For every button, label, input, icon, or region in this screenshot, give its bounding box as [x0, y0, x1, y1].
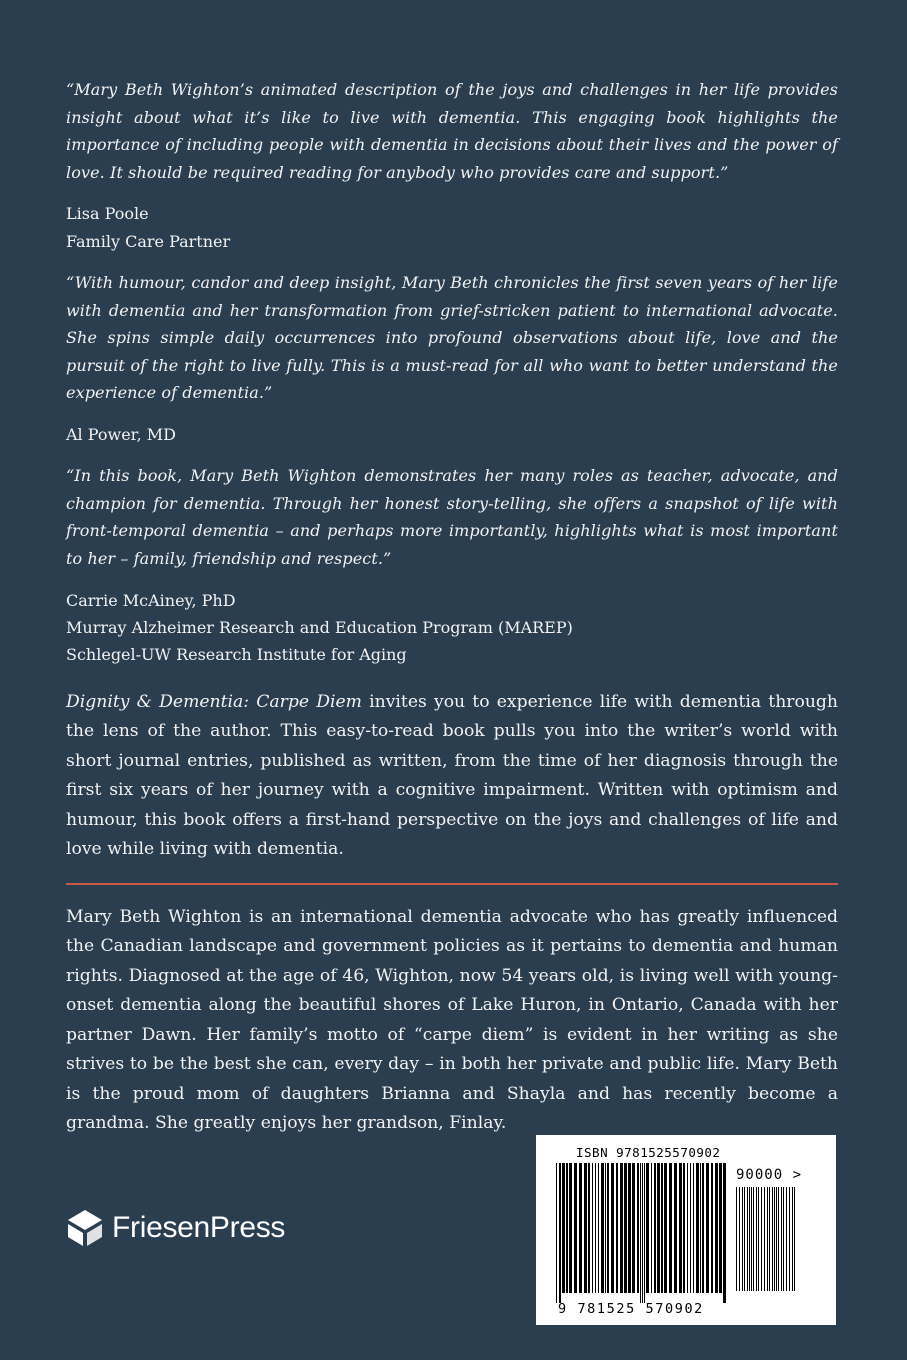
barcode-bar	[640, 1163, 641, 1303]
barcode-bar	[767, 1187, 768, 1291]
attribution-role: Family Care Partner	[66, 231, 231, 251]
barcode-bar	[674, 1163, 677, 1293]
attribution-name: Al Power, MD	[66, 424, 176, 444]
barcode-bar	[588, 1163, 590, 1293]
barcode-bar	[747, 1187, 748, 1291]
author-bio: Mary Beth Wighton is an international dementia advocate who has greatly influenced the Canadian landscape and government policies as it pertains to dementia and human rights. Diagnosed at the age of 46, Wighton, now 54 years old, is living well with young-onset dementia along the beautiful shores of Lake Huron, in Ontario, Canada with her partner Dawn. Her family’s motto of “carpe diem” is evident in her writing as she strives to be the best she can, every day – in both her private and public life. Mary Beth is the proud mom of daughters Brianna and Shayla and has recently become a grandma. She greatly enjoys her grandson, Finlay.	[66, 906, 838, 1133]
barcode-bar	[711, 1163, 713, 1293]
barcode-bar	[579, 1163, 582, 1293]
barcode-bar	[562, 1163, 565, 1293]
barcode-bar	[595, 1163, 596, 1293]
barcode-bar	[620, 1163, 623, 1293]
barcode-bars	[556, 1163, 728, 1303]
book-title: Dignity & Dementia: Carpe Diem	[66, 691, 362, 712]
barcode-bar	[742, 1187, 743, 1291]
barcode-bar	[569, 1163, 572, 1293]
barcode-bar	[783, 1187, 784, 1291]
barcode-digits: 9 781525 570902	[558, 1301, 704, 1317]
addon-barcode-bars	[736, 1187, 798, 1301]
barcode-bar	[700, 1163, 701, 1293]
barcode-bar	[616, 1163, 618, 1293]
back-cover-content	[66, 76, 838, 1139]
barcode-bar	[632, 1163, 635, 1293]
barcode-bar	[789, 1187, 790, 1291]
barcode-bar	[683, 1163, 685, 1293]
publisher-name: FriesenPress	[112, 1211, 286, 1244]
barcode-bar	[646, 1163, 649, 1293]
barcode-bar	[719, 1163, 722, 1293]
testimonial-attribution-2	[66, 421, 838, 448]
publisher-logo	[66, 1208, 285, 1248]
divider-rule	[66, 883, 838, 885]
barcode-bar	[706, 1163, 709, 1293]
description-text: invites you to experience life with dementia through the lens of the author. This easy-to-read book pulls you into the writer’s world with short journal entries, published as written, from the time of her diagnosis through the first six years of her journey with a cognitive impairment. Written with optimism and humour, this book offers a first-hand perspective on the joys and challenges of life and love while living with dementia.	[66, 691, 838, 859]
testimonial-attribution-1	[66, 200, 838, 255]
barcode-bar	[669, 1163, 672, 1293]
barcode-bar	[598, 1163, 599, 1293]
barcode-bar	[566, 1163, 568, 1293]
barcode-bar	[651, 1163, 652, 1293]
barcode-bar	[644, 1163, 645, 1303]
barcode-bar	[736, 1187, 737, 1291]
barcode-bar	[753, 1187, 754, 1291]
isbn-label: ISBN 9781525570902	[576, 1145, 721, 1160]
barcode-bar	[758, 1187, 759, 1291]
barcode-bar	[792, 1187, 793, 1291]
barcode-bar	[605, 1163, 606, 1293]
barcode-bar	[559, 1163, 561, 1303]
barcode-bar	[584, 1163, 587, 1293]
attribution-name: Carrie McAiney, PhD	[66, 590, 236, 610]
attribution-name: Lisa Poole	[66, 204, 149, 224]
barcode-bar	[654, 1163, 656, 1293]
barcode-bar	[778, 1187, 779, 1291]
barcode-bar	[592, 1163, 593, 1293]
barcode-bar	[794, 1187, 795, 1291]
barcode-bar	[756, 1187, 757, 1291]
testimonial-quote-2: “With humour, candor and deep insight, Mary Beth chronicles the first seven years of her life with dementia and her transformation from grief-stricken patient to international advocate. She spins simple daily occurrences into profound observations about life, love and the pursuit of the right to live fully. This is a must-read for all who want to better understand the experience of dementia.”	[66, 272, 838, 403]
barcode-bar	[661, 1163, 663, 1293]
barcode-bar	[751, 1187, 752, 1291]
barcode-bar	[637, 1163, 639, 1293]
testimonial-quote-1: “Mary Beth Wighton’s animated description of the joys and challenges in her life provides insight about what it’s like to live with dementia. This engaging book highlights the importance of including people with dementia in decisions about their lives and the power of love. It should be required reading for anybody who provides care and support.”	[66, 80, 838, 182]
barcode-bar	[764, 1187, 765, 1291]
barcode-bar	[781, 1187, 782, 1291]
barcode-bar	[690, 1163, 691, 1293]
price-code: 90000 >	[736, 1167, 803, 1183]
barcode-bar	[687, 1163, 688, 1293]
barcode-bar	[556, 1163, 557, 1303]
barcode-bar	[715, 1163, 718, 1293]
barcode-bar	[642, 1163, 643, 1303]
testimonial-attribution-3	[66, 587, 838, 669]
testimonial-quote-3: “In this book, Mary Beth Wighton demonstrates her many roles as teacher, advocate, and champion for dementia. Through her honest story-telling, she offers a snapshot of life with front-temporal dementia – and perhaps more importantly, highlights what is most important to her – family, friendship and respect.”	[66, 466, 838, 569]
barcode-bar	[776, 1187, 777, 1291]
barcode-bar	[739, 1187, 740, 1291]
barcode-bar	[628, 1163, 631, 1293]
barcode-bar	[702, 1163, 704, 1293]
barcode-bar	[679, 1163, 682, 1293]
barcode-bar	[664, 1163, 667, 1293]
attribution-institute: Schlegel-UW Research Institute for Aging	[66, 645, 407, 665]
barcode-bar	[723, 1163, 726, 1303]
book-description	[66, 688, 838, 865]
barcode-bar	[786, 1187, 787, 1291]
attribution-org: Murray Alzheimer Research and Education Program (MAREP)	[66, 617, 573, 637]
barcode-bar	[761, 1187, 762, 1291]
barcode-bar	[611, 1163, 614, 1293]
barcode-bar	[607, 1163, 609, 1293]
barcode-bar	[774, 1187, 775, 1291]
barcode-bar	[657, 1163, 660, 1293]
isbn-barcode	[536, 1135, 836, 1325]
barcode-bar	[574, 1163, 577, 1293]
barcode-bar	[772, 1187, 773, 1291]
barcode-bar	[693, 1163, 694, 1293]
barcode-bar	[769, 1187, 770, 1291]
barcode-bar	[696, 1163, 699, 1293]
barcode-bar	[624, 1163, 627, 1293]
friesenpress-logo-icon	[66, 1208, 104, 1248]
barcode-bar	[601, 1163, 604, 1293]
barcode-bar	[749, 1187, 750, 1291]
barcode-bar	[744, 1187, 745, 1291]
